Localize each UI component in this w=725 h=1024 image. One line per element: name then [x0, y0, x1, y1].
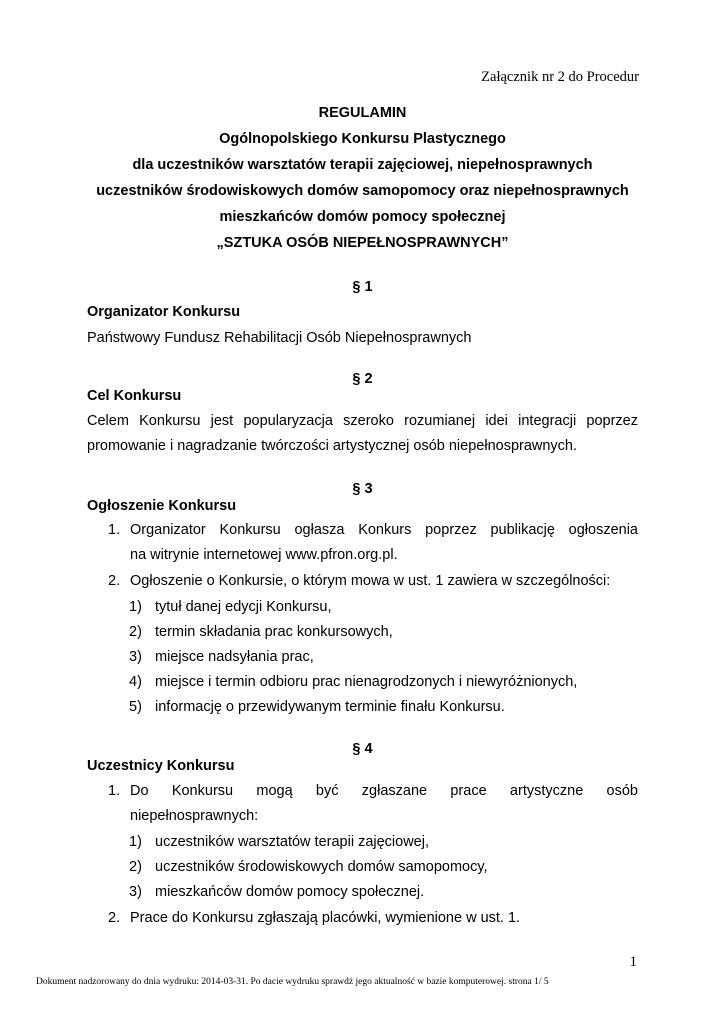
section-sign-4: § 4	[352, 741, 373, 757]
list-number: 1.	[108, 783, 121, 799]
section-heading-participants: Uczestnicy Konkursu	[87, 758, 235, 774]
participants-point-1-line: Do Konkursu mogą być zgłaszane prace artystyczne osób	[130, 783, 638, 799]
page-number: 1	[629, 954, 637, 970]
list-item: mieszkańców domów pomocy społecznej.	[155, 884, 425, 900]
section-sign-1: § 1	[352, 279, 373, 295]
annex-note: Załącznik nr 2 do Procedur	[481, 69, 639, 85]
sublist-number: 3)	[129, 884, 142, 900]
announcement-point-1-line: Organizator Konkursu ogłasza Konkurs poprzez publikację ogłoszenia	[130, 522, 638, 538]
section-heading-goal: Cel Konkursu	[87, 388, 182, 404]
section-heading-announcement: Ogłoszenie Konkursu	[87, 498, 237, 514]
footer-note: Dokument nadzorowany do dnia wydruku: 2014-03-31. Po dacie wydruku sprawdź jego aktualność w bazie komputerowej. strona 1/ 5	[36, 977, 549, 987]
participants-point-2: Prace do Konkursu zgłaszają placówki, wymienione w ust. 1.	[130, 910, 521, 926]
organizer-text: Państwowy Fundusz Rehabilitacji Osób Niepełnosprawnych	[87, 330, 472, 346]
list-item: uczestników środowiskowych domów samopomocy,	[155, 859, 488, 875]
title-line: uczestników środowiskowych domów samopomocy oraz niepełnosprawnych	[96, 183, 629, 199]
participants-point-1-line: niepełnosprawnych:	[130, 808, 259, 824]
sublist-number: 4)	[129, 674, 142, 690]
goal-text-line: Celem Konkursu jest popularyzacja szeroko rozumianej idei integracji poprzez	[87, 413, 638, 429]
list-number: 2.	[108, 910, 121, 926]
section-sign-2: § 2	[352, 371, 373, 387]
title-line: dla uczestników warsztatów terapii zajęciowej, niepełnosprawnych	[132, 157, 593, 173]
sublist-number: 2)	[129, 859, 142, 875]
announcement-point-1-line: na witrynie internetowej www.pfron.org.pl.	[130, 547, 398, 563]
document-title	[87, 100, 638, 256]
sublist-number: 1)	[129, 599, 142, 615]
list-number: 1.	[108, 522, 121, 538]
list-item: miejsce i termin odbioru prac nienagrodzonych i niewyróżnionych,	[155, 674, 578, 690]
title-line: „SZTUKA OSÓB NIEPEŁNOSPRAWNYCH”	[216, 235, 509, 251]
section-heading-organizer: Organizator Konkursu	[87, 304, 241, 320]
announcement-point-2: Ogłoszenie o Konkursie, o którym mowa w ust. 1 zawiera w szczególności:	[130, 573, 611, 589]
list-number: 2.	[108, 573, 121, 589]
list-item: termin składania prac konkursowych,	[155, 624, 393, 640]
list-item: tytuł danej edycji Konkursu,	[155, 599, 332, 615]
list-item: uczestników warsztatów terapii zajęciowej,	[155, 834, 429, 850]
sublist-number: 5)	[129, 699, 142, 715]
section-sign-3: § 3	[352, 481, 373, 497]
sublist-number: 3)	[129, 649, 142, 665]
title-line: REGULAMIN	[318, 105, 407, 121]
sublist-number: 1)	[129, 834, 142, 850]
title-line: Ogólnopolskiego Konkursu Plastycznego	[219, 131, 506, 147]
sublist-number: 2)	[129, 624, 142, 640]
title-line: mieszkańców domów pomocy społecznej	[219, 209, 506, 225]
goal-text-line: promowanie i nagradzanie twórczości artystycznej osób niepełnosprawnych.	[87, 438, 578, 454]
list-item: miejsce nadsyłania prac,	[155, 649, 314, 665]
list-item: informację o przewidywanym terminie finału Konkursu.	[155, 699, 505, 715]
